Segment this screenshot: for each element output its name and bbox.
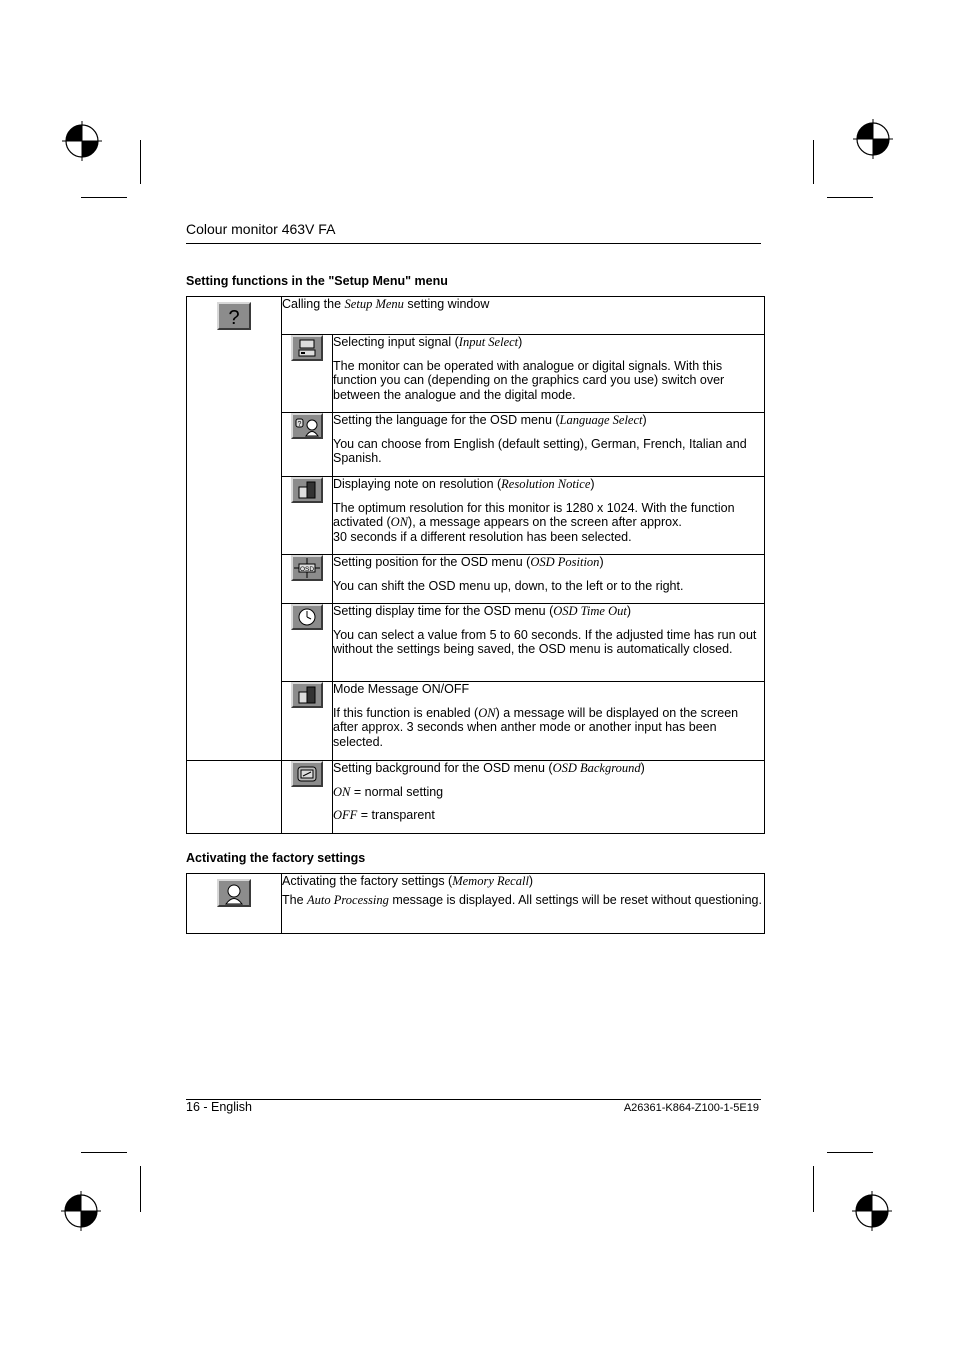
icon-cell <box>187 874 282 934</box>
text: Setting display time for the OSD menu ( <box>333 604 554 618</box>
language-select-icon <box>291 413 323 439</box>
text: 30 seconds if a different resolution has been selected. <box>333 529 632 544</box>
item-description <box>333 335 765 413</box>
menu-name: OSD Time Out <box>553 604 627 618</box>
header-rule <box>186 243 761 244</box>
item-description <box>333 761 765 834</box>
registration-mark-icon <box>853 119 893 159</box>
item-body: You can choose from English (default setting), German, French, Italian and Spanish. <box>333 436 747 465</box>
svg-text:?: ? <box>297 421 302 428</box>
crop-line <box>813 140 814 184</box>
icon-cell <box>282 477 333 555</box>
item-body: You can shift the OSD menu up, down, to the left or to the right. <box>333 578 684 593</box>
text: ), a message appears on the screen after approx. <box>408 515 682 529</box>
menu-name: Memory Recall <box>452 874 529 888</box>
setting-value: ON <box>478 705 496 720</box>
crop-line <box>81 1152 127 1153</box>
registration-mark-icon <box>62 121 102 161</box>
registration-mark-icon <box>852 1191 892 1231</box>
table-row <box>187 874 765 934</box>
text: = transparent <box>357 808 435 822</box>
text: ) a message will be displayed on the screen after approx. 3 seconds when anther mode or another input has been selected. <box>333 705 739 749</box>
icon-cell <box>282 604 333 682</box>
text: ) <box>640 761 645 775</box>
memory-recall-icon <box>217 879 251 907</box>
text: setting window <box>403 297 490 311</box>
clock-icon <box>291 604 323 630</box>
menu-name: Language Select <box>559 413 643 427</box>
svg-text:?: ? <box>228 307 240 328</box>
setup-menu-table <box>186 296 765 834</box>
item-description <box>333 555 765 604</box>
page-title: Colour monitor 463V FA <box>186 221 336 237</box>
table-row <box>187 297 765 335</box>
item-description <box>333 682 765 761</box>
menu-name: Resolution Notice <box>501 477 591 491</box>
text: If this function is enabled ( <box>333 705 479 720</box>
text: Selecting input signal ( <box>333 335 459 349</box>
icon-cell <box>282 761 333 834</box>
menu-name: OSD Background <box>552 761 641 775</box>
crop-line <box>827 197 873 198</box>
text: ) <box>528 874 534 888</box>
icon-cell <box>282 555 333 604</box>
icon-cell <box>282 682 333 761</box>
footer-rule <box>186 1099 761 1100</box>
osd-background-icon <box>291 761 323 787</box>
icon-label: OSD <box>299 566 315 573</box>
item-description <box>333 477 765 555</box>
setup-menu-icon-cell <box>187 297 282 761</box>
factory-settings-table <box>186 873 765 934</box>
registration-mark-icon <box>61 1191 101 1231</box>
crop-line <box>140 1166 141 1212</box>
text: ) <box>590 477 595 491</box>
crop-line <box>81 197 127 198</box>
menu-name: Input Select <box>458 335 519 349</box>
crop-line <box>813 1166 814 1212</box>
item-description <box>333 604 765 682</box>
section-heading: Setting functions in the "Setup Menu" menu <box>186 274 448 288</box>
icon-cell <box>282 335 333 413</box>
text: ) <box>626 604 632 618</box>
text: Activating the factory settings ( <box>282 874 453 888</box>
text: = normal setting <box>350 784 444 799</box>
empty-cell <box>187 761 282 834</box>
setting-value: ON <box>333 784 351 799</box>
item-body: You can select a value from 5 to 60 seconds. If the adjusted time has run out without the settings being saved, the OSD menu is automatically closed. <box>333 627 757 656</box>
osd-position-icon <box>291 555 323 581</box>
text: Displaying note on resolution ( <box>333 477 502 491</box>
document-id: A26361-K864-Z100-1-5E19 <box>623 1102 759 1114</box>
item-title: Mode Message ON/OFF <box>333 682 470 696</box>
menu-name: Setup Menu <box>344 297 404 311</box>
text: ) <box>518 335 523 349</box>
setting-value: OFF <box>333 808 358 822</box>
text: ) <box>599 555 604 569</box>
message-name: Auto Processing <box>307 892 389 907</box>
text: Setting the language for the OSD menu ( <box>333 413 560 427</box>
mode-message-icon <box>291 682 323 708</box>
text: The <box>282 892 308 907</box>
item-description <box>282 874 765 934</box>
resolution-notice-icon <box>291 477 323 503</box>
text: Calling the <box>282 297 345 311</box>
question-mark-icon <box>217 302 251 330</box>
text: Setting background for the OSD menu ( <box>333 761 553 775</box>
item-description <box>333 413 765 477</box>
setup-menu-description <box>282 297 765 335</box>
input-select-icon <box>291 335 323 361</box>
setting-value: ON <box>390 515 409 529</box>
text: The optimum resolution for this monitor is 1280 x 1024. With the function activated ( <box>333 500 735 529</box>
item-body: The monitor can be operated with analogue or digital signals. With this function you can (depending on the graphics card you use) switch over between the analogue and the digital mode. <box>333 358 725 402</box>
text: Setting position for the OSD menu ( <box>333 555 531 569</box>
crop-line <box>140 140 141 184</box>
crop-line <box>827 1152 873 1153</box>
text: ) <box>642 413 647 427</box>
table-row <box>187 761 765 834</box>
icon-cell <box>282 413 333 477</box>
text: message is displayed. All settings will be reset without questioning. <box>388 892 762 907</box>
menu-name: OSD Position <box>530 555 600 569</box>
section-heading: Activating the factory settings <box>186 851 366 865</box>
page-number: 16 - English <box>186 1100 253 1114</box>
